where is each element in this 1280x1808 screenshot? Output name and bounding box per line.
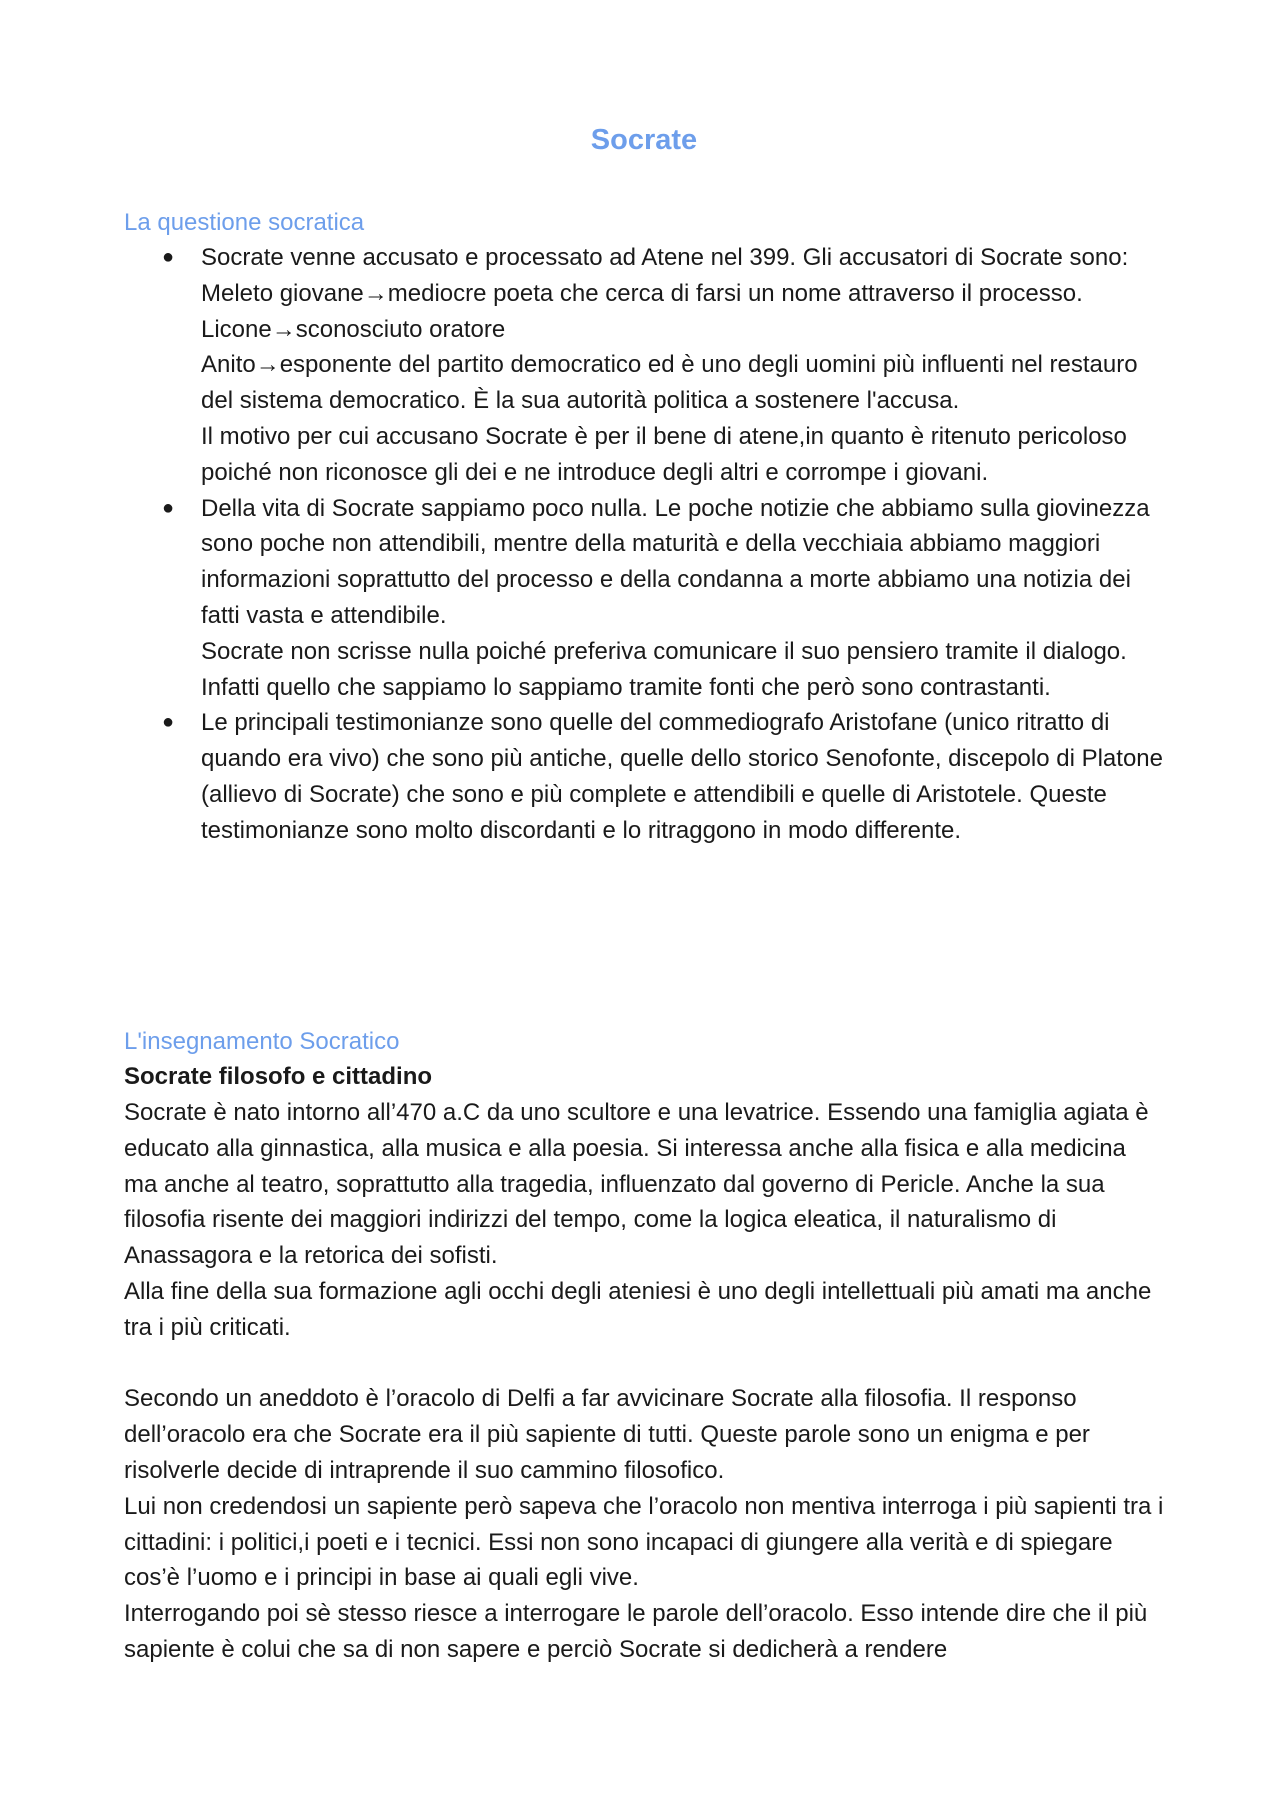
paragraph: Il motivo per cui accusano Socrate è per il bene di atene,in quanto è ritenuto pericoloso poiché non riconosce gli dei e ne introduce degli altri e corrompe i giovani. (201, 422, 1127, 486)
paragraph: Lui non credendosi un sapiente però sapeva che l’oracolo non mentiva interroga i più sapienti tra i cittadini: i politici,i poeti e i tecnici. Essi non sono incapaci di giungere alla verità e di spiegare cos’è l’uomo e i principi in base ai quali egli vive. (124, 1492, 1164, 1592)
paragraph: Anito→esponente del partito democratico ed è uno degli uomini più influenti nel restauro del sistema democratico. È la sua autorità politica a sostenere l'accusa. (201, 351, 1138, 415)
paragraph: Interrogando poi sè stesso riesce a interrogare le parole dell’oracolo. Esso intende dire che il più sapiente è colui che sa di non sapere e perciò Socrate si dedicherà a rendere (124, 1600, 1148, 1663)
bullet-list (124, 240, 1164, 849)
page-title: Socrate (590, 124, 698, 156)
paragraph: Della vita di Socrate sappiamo poco nulla. Le poche notizie che abbiamo sulla giovinezza sono poche non attendibili, mentre della maturità e della vecchiaia abbiamo maggiori informazioni soprattutto del processo e della condanna a morte abbiamo una notizia dei fatti vasta e attendibile. (201, 494, 1150, 629)
paragraph: Socrate venne accusato e processato ad Atene nel 399. Gli accusatori di Socrate sono: (201, 244, 1129, 271)
paragraph-gap (124, 1346, 1164, 1382)
paragraph: Alla fine della sua formazione agli occhi degli ateniesi è uno degli intellettuali più amati ma anche tra i più criticati. (124, 1277, 1152, 1341)
section-heading-questione: La questione socratica (124, 209, 365, 236)
paragraph: Socrate è nato intorno all’470 a.C da uno scultore e una levatrice. Essendo una famiglia agiata è educato alla ginnastica, alla musica e alla poesia. Si interessa anche alla fisica e alla medicina ma anche al teatro, soprattutto alla tragedia, influenzato dal governo di Pericle. Anche la sua filosofia risente dei maggiori indirizzi del tempo, come la logica eleatica, il naturalismo di Anassagora e la retorica dei sofisti. (124, 1099, 1149, 1270)
subsection-heading: Socrate filosofo e cittadino (124, 1063, 433, 1090)
list-item (124, 491, 1164, 706)
list-item (124, 240, 1164, 491)
paragraph: Licone→sconosciuto oratore (201, 315, 506, 343)
bullet-dot-icon: ● (162, 246, 175, 268)
bullet-dot-icon: ● (162, 711, 175, 734)
list-item (124, 705, 1164, 848)
section-heading-insegnamento: L'insegnamento Socratico (124, 1028, 400, 1055)
paragraph: Meleto giovane→mediocre poeta che cerca di farsi un nome attraverso il processo. (201, 279, 1083, 307)
paragraph: Secondo un aneddoto è l’oracolo di Delfi a far avvicinare Socrate alla filosofia. Il responso dell’oracolo era che Socrate era il più sapiente di tutti. Queste parole sono un enigma e per risolverle decide di intraprende il suo cammino filosofico. (124, 1385, 1090, 1484)
paragraph: Le principali testimonianze sono quelle del commediografo Aristofane (unico ritratto di quando era vivo) che sono più antiche, quelle dello storico Senofonte, discepolo di Platone (allievo di Socrate) che sono e più complete e attendibili e quelle di Aristotele. Queste testimonianze sono molto discordanti e lo ritraggono in modo differente. (201, 709, 1163, 844)
paragraph: Socrate non scrisse nulla poiché preferiva comunicare il suo pensiero tramite il dialogo. Infatti quello che sappiamo lo sappiamo tramite fonti che però sono contrastanti. (201, 637, 1127, 701)
body-text (124, 1095, 1164, 1668)
bullet-dot-icon: ● (162, 496, 175, 519)
